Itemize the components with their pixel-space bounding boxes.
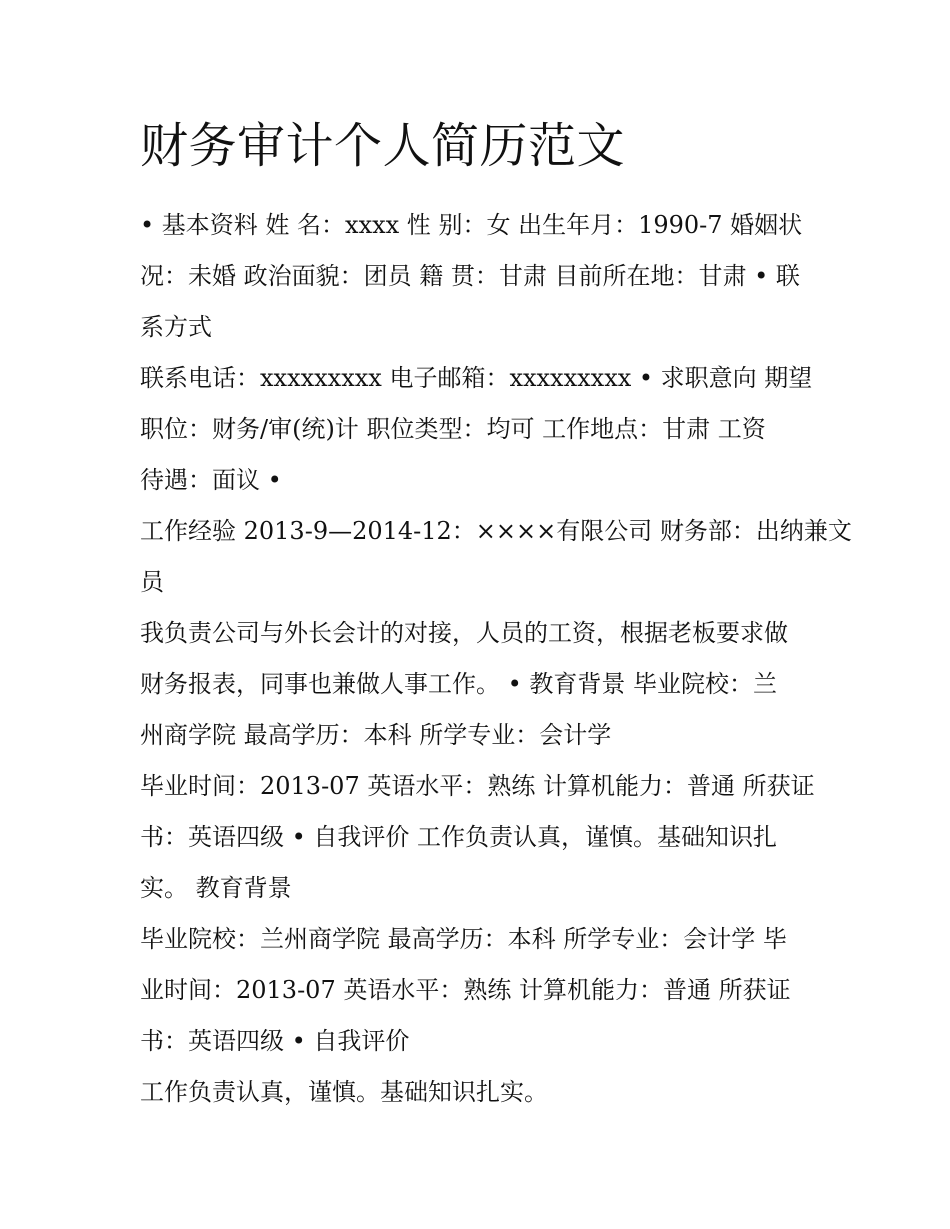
text-line: 我负责公司与外长会计的对接，人员的工资，根据老板要求做 xyxy=(140,619,788,647)
text-line: 书：英语四级 • 自我评价 工作负责认真，谨慎。基础知识扎 xyxy=(140,823,778,851)
text-line: 况：未婚 政治面貌：团员 籍 贯：甘肃 目前所在地：甘肃 • 联 xyxy=(140,262,800,290)
text-line: 财务报表，同事也兼做人事工作。 • 教育背景 毕业院校：兰 xyxy=(140,670,778,698)
text-line: 系方式 xyxy=(140,313,212,341)
text-line: 实。 教育背景 xyxy=(140,874,292,902)
text-line: 联系电话：xxxxxxxxx 电子邮箱：xxxxxxxxx • 求职意向 期望 xyxy=(140,364,813,392)
text-line: 工作负责认真，谨慎。基础知识扎实。 xyxy=(140,1078,548,1106)
text-line: 州商学院 最高学历：本科 所学专业：会计学 xyxy=(140,721,612,749)
text-line: • 基本资料 姓 名：xxxx 性 别：女 出生年月：1990-7 婚姻状 xyxy=(140,211,803,239)
text-line: 职位：财务/审(统)计 职位类型：均可 工作地点：甘肃 工资 xyxy=(140,415,766,443)
text-line: 员 xyxy=(140,568,164,596)
resume-body xyxy=(140,200,852,1118)
page-title: 财务审计个人简历范文 xyxy=(140,118,626,174)
text-line: 书：英语四级 • 自我评价 xyxy=(140,1027,410,1055)
text-line: 毕业时间：2013-07 英语水平：熟练 计算机能力：普通 所获证 xyxy=(140,772,815,800)
text-line: 工作经验 2013-9—2014-12：××××有限公司 财务部：出纳兼文 xyxy=(140,517,852,545)
text-line: 待遇：面议 • xyxy=(140,466,282,494)
text-line: 业时间：2013-07 英语水平：熟练 计算机能力：普通 所获证 xyxy=(140,976,791,1004)
text-line: 毕业院校：兰州商学院 最高学历：本科 所学专业：会计学 毕 xyxy=(140,925,787,953)
